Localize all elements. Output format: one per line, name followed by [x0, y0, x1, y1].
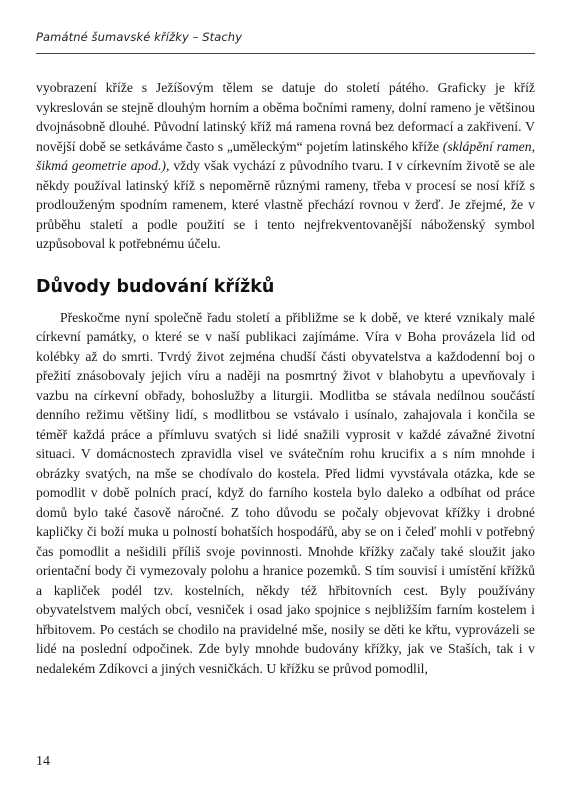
section-heading: Důvody budování křížků [36, 276, 275, 297]
body-text [36, 78, 535, 678]
paragraph-continued [36, 78, 535, 254]
paragraph-1-part-a: vyobrazení kříže s Ježíšovým tělem se datuje do století pátého. Graficky je kříž vykreslován se stejně dlouhým horním a oběma bočními rameny, dolní rameno je většinou dvojnásobně dlouhé. Původní latinský kříž má ramena rovná bez deformací a zakřivení. V novější době se setkáváme často s „uměleckým“ pojetím latinského kříže [36, 80, 535, 154]
paragraph-2: Přeskočme nyní společně řadu století a přibližme se k době, ve které vznikaly malé církevní památky, o které se v naší publikaci zajímáme. Víra v Boha provázela lid od kolébky až do smrti. Tvrdý život zejména chudší části obyvatelstva a každodenní boj o přežití znásobovaly jejich víru a naději na posmrtný život v blahobytu a upevňovaly i vazbu na církevní obřady, bohoslužby a liturgii. Modlitba se stávala nedílnou součástí denního režimu většiny lidí, s modlitbou se vstávalo i usínalo, zahajovala i končila se téměř každá práce a přímluvu svatých si lidé snažili vyprosit v každé závažné životní situaci. V domácnostech zpravidla visel ve svátečním rohu krucifix a s ním mnohde i obrázky svatých, na mše se chodívalo do kostela. Před lidmi vyvstávala otázka, kde se pomodlit v době polních prací, když do farního kostela bylo daleko a odbíhat od práce domů bylo také časově náročné. Z toho důvodu se počaly objevovat křížky i drobné kapličky či boží muka u polností bohatších hospodářů, aby se on i čeleď mohli v potřebný čas pomodlit a nešidili příliš svoje povinnosti. Mnohde křížky začaly také sloužit jako orientační body či vymezovaly polohu a hranice pozemků. S tím souvisí i umístění křížků a kapliček podél tzv. kostelních, někdy též hřbitovních cest. Byly používány obyvatelstvem malých obcí, vesniček i osad jako spojnice s nejbližším farním kostelem i hřbitovem. Po cestách se chodilo na pravidelné mše, nosily se děti ke křtu, vyprovázeli se lidé na poslední odpočinek. Zde byly mnohde budovány křížky, jak ve Staších, tak i v nedalekém Zdíkovci a jiných vesničkách. U křížku se průvod pomodlil, [36, 309, 535, 676]
paragraph-1-italic: (sklápění ramen, šikmá geometrie apod.) [36, 138, 535, 173]
paragraph-1-part-b: , vždy však vychází z původního tvaru. I v církevním životě se ale někdy používal latinský kříž s nepoměrně různými rameny, třeba v procesí se nosí kříž s prodlouženým spodním ramenem, které vlastně přechází rovnou v žerď. Je zřejmé, že v průběhu staletí a podle použití se i tento nejfrekventovanější náboženský symbol uzpůsoboval k potřebnému účelu. [36, 158, 535, 251]
header-rule [36, 53, 535, 54]
page-number: 14 [36, 754, 50, 769]
running-head: Památné šumavské křížky – Stachy [36, 30, 243, 44]
